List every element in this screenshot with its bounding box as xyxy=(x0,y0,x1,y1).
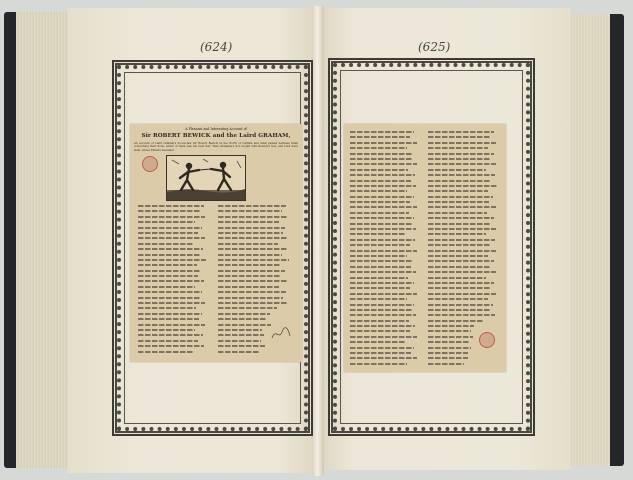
handwritten-mark-icon xyxy=(270,324,292,342)
ballad-subheading: A Pleasant and Interesting Account of xyxy=(185,127,247,131)
ballad-intro: An Account of Laird Graham's Son-in-law Sir Robert Bewick in the North of Carlisle and what passed between them concerning their Sons, which of them was the best Son: Then Grahame's Son fought with Bewick's Son, and both were slain, whose Fathers bewailed. xyxy=(134,142,298,152)
page-edges-left xyxy=(16,12,76,468)
page-edges-right xyxy=(566,14,610,466)
left-page-number: (624) xyxy=(200,40,233,54)
ballad-text-column-4 xyxy=(428,130,500,366)
ballad-sheet-right xyxy=(344,124,506,372)
ballad-title: Sir ROBERT BEWICK and the Laird GRAHAM, xyxy=(141,133,291,139)
ballad-text-column-1 xyxy=(138,204,208,356)
woodcut-figures-icon xyxy=(167,156,245,200)
ballad-sheet-left xyxy=(130,124,302,362)
ballad-text-column-3 xyxy=(350,130,420,366)
right-page-number: (625) xyxy=(418,40,451,54)
library-stamp-icon xyxy=(479,332,495,348)
library-stamp-icon xyxy=(142,156,158,172)
book-gutter xyxy=(312,6,324,476)
woodcut-illustration xyxy=(166,155,246,201)
